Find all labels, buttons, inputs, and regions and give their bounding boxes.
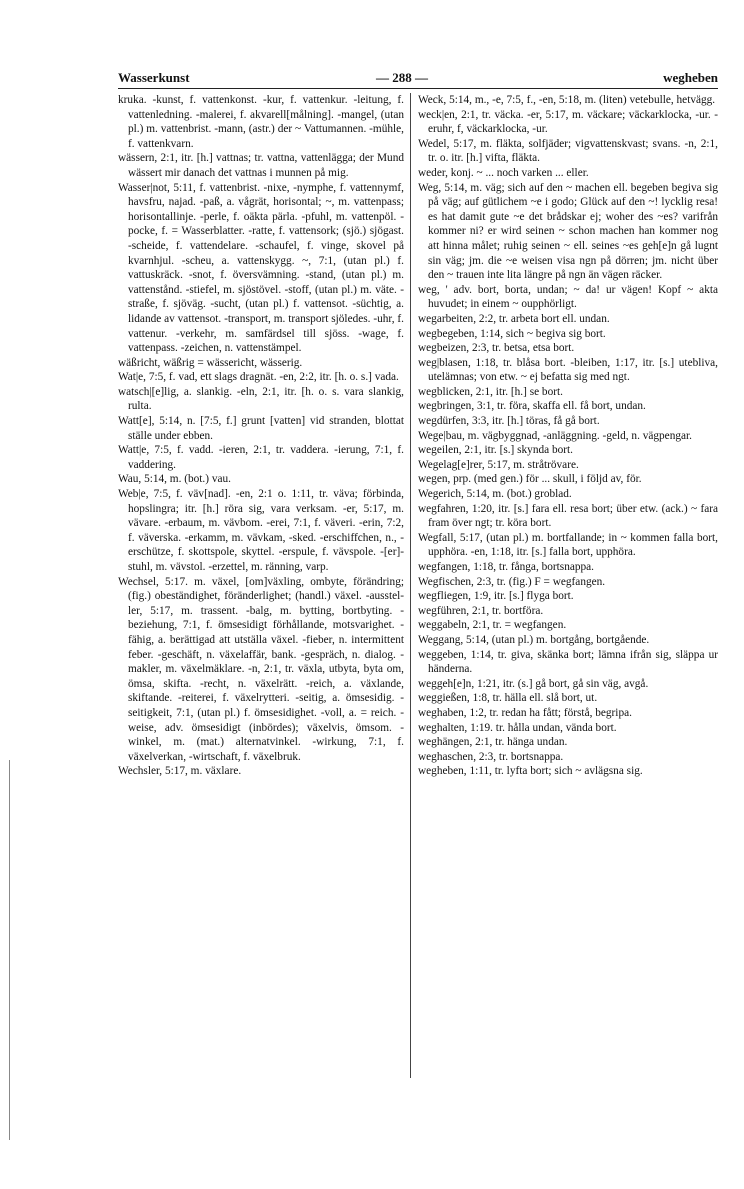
dictionary-entry: Wegelag[e]rer, 5:17, m. stråtrövare. [418, 458, 579, 471]
dictionary-entry: Wegfischen, 2:3, tr. (fig.) F = wegfangen. [418, 575, 606, 588]
dictionary-entry: weg, ' adv. bort, borta, undan; ~ da! ur vägen! Kopf ~ akta huvudet; in einem ~ oupphörligt. [418, 283, 718, 311]
dictionary-entry: wegdürfen, 3:3, itr. [h.] töras, få gå bort. [418, 415, 600, 428]
dictionary-entry: Wegerich, 5:14, m. (bot.) groblad. [418, 488, 572, 501]
dictionary-entry: Wat|e, 7:5, f. vad, ett slags dragnät. -en, 2:2, itr. [h. o. s.] vada. [118, 371, 399, 384]
dictionary-entry: wegführen, 2:1, tr. bortföra. [418, 604, 544, 617]
dictionary-entry: weghalten, 1:19. tr. hålla undan, vända bort. [418, 721, 617, 734]
header-right-guideword: wegheben [663, 70, 718, 85]
dictionary-entry: weghaschen, 2:3, tr. bortsnappa. [418, 750, 564, 763]
page-number: — 288 — [376, 70, 428, 85]
left-column [118, 93, 404, 779]
dictionary-entry: wegfahren, 1:20, itr. [s.] fara ell. resa bort; über etw. (ack.) ~ fara fram över ngt; tr. köra bort. [418, 502, 718, 530]
dictionary-entry: wäßricht, wäßrig = wässericht, wässerig. [118, 356, 303, 369]
dictionary-entry: wegbeizen, 2:3, tr. betsa, etsa bort. [418, 342, 575, 355]
dictionary-entry: Weg, 5:14, m. väg; sich auf den ~ machen ell. begeben begiva sig på väg; auf gütlichem ~e i godo; Glück auf den ~! lycklig resa! es hat damit gute ~e det brådskar ej; woher des ~es? varifrån kommer ni? er wird seinen ~ schon machen han kommer nog att hinna målet; ruhig seinen ~ ell. seines ~es geh[e]n gå lugnt sin väg; jm. die ~e weisen visa ngn på dörren; jm. nicht über den ~ trauen inte lita längre på ngn än vägen räcker. [418, 181, 718, 282]
dictionary-entry: Wedel, 5:17, m. fläkta, solfjäder; vigvattenskvast; svans. -n, 2:1, tr. o. itr. [h.] vifta, fläkta. [418, 137, 718, 165]
dictionary-entry: Wegfall, 5:17, (utan pl.) m. bortfallande; in ~ kommen falla bort, upphöra. -en, 1:18, itr. [s.] falla bort, upphöra. [418, 531, 718, 559]
dictionary-entry: weder, konj. ~ ... noch varken ... eller. [418, 166, 589, 179]
dictionary-entry: wegblicken, 2:1, itr. [h.] se bort. [418, 385, 563, 398]
dictionary-entry: wegfangen, 1:18, tr. fånga, bortsnappa. [418, 561, 594, 573]
dictionary-entry: Weck, 5:14, m., -e, 7:5, f., -en, 5:18, m. (liten) vetebulle, hetvägg. [418, 94, 716, 106]
dictionary-entry: weggeben, 1:14, tr. giva, skänka bort; lämna ifrån sig, släppa ur händerna. [418, 648, 718, 676]
dictionary-entry: wegfliegen, 1:9, itr. [s.] flyga bort. [418, 590, 574, 603]
dictionary-entry: Weggang, 5:14, (utan pl.) m. bortgång, bortgående. [418, 633, 650, 646]
dictionary-entry: Watt[e], 5:14, n. [7:5, f.] grunt [vatten] vid stranden, blottat ställe under ebben. [118, 415, 404, 442]
dictionary-entry: Wasser|not, 5:11, f. vattenbrist. -nixe, -nymphe, f. vattennymf, havsfru, najad. -paß, a. vågrät, horisontal; ~, m. vattenpass; horisontallinje. -perle, f. oäkta pärla. -pfuhl, m. vattenpöl. -pocke, f. = Wasserblatter. -ratte, f. vattensork; (sjö.) sjögast. -scheide, f. vattendelare. -schaufel, f. vinge, skovel på kvarnhjul. -scheu, a. vattenskygg. ~, 7:1, (utan pl.) f. vattuskräck. -snot, f. översvämning. -stand, (utan pl.) m. vattenstånd. -stiefel, m. sjöstövel. -stoff, (utan pl.) m. väte. -straße, f. sjöväg. -sucht, (utan pl.) f. vattensot. -süchtig, a. lidande av vattensot. -transport, m. transport sjöledes. -uhr, f. vattenur. -verkehr, m. samfärdsel till sjöss. -wage, f. vattenpass. -zeichen, n. vattenstämpel. [118, 181, 404, 355]
dictionary-entry: weggießen, 1:8, tr. hälla ell. slå bort, ut. [418, 692, 598, 705]
dictionary-entry: weck|en, 2:1, tr. väcka. -er, 5:17, m. väckare; väckarklocka, -ur. -eruhr, f, väckarklocka, -ur. [418, 108, 718, 136]
dictionary-entry: weghaben, 1:2, tr. redan ha fått; förstå, begripa. [418, 706, 632, 719]
dictionary-entry: wegbegeben, 1:14, sich ~ begiva sig bort. [418, 327, 606, 340]
column-divider [410, 93, 411, 1078]
dictionary-entry: weg|blasen, 1:18, tr. blåsa bort. -bleiben, 1:17, itr. [s.] utebliva, utelämnas; von etw. ~ ej befatta sig med ngt. [418, 356, 718, 384]
dictionary-entry: Web|e, 7:5, f. väv[nad]. -en, 2:1 o. 1:11, tr. väva; förbinda, hopslingra; itr. [h.] röra sig, vara verksam. -er, 5:17, m. vävare. -erbaum, m. vävbom. -erei, 7:1, f. väveri. -erin, 7:2, f. väverska. -erkamm, m. vävkam, -sked. -erschiffchen, n., -erschütze, f. skottspole, skyttel. -erspule, f. vävspole. -[er]-stuhl, m. vävstol. -erzettel, m. ränning, varp. [118, 488, 404, 573]
dictionary-entry: weggeh[e]n, 1:21, itr. (s.] gå bort, gå sin väg, avgå. [418, 677, 649, 690]
dictionary-entry: Wechsel, 5:17. m. växel, [om]växling, ombyte, förändring; (fig.) obeständighet, föränderlighet; (handl.) växel. -ausstel-ler, 5:17, m. trassent. -balg, m. bytting, bortbyting. -beziehung, 7:1, f. ömsesidigt förhållande, motsvarighet. -fähig, a. berättigad att utställa växel. -fieber, n. intermittent feber. -geschäft, n. växelaffär, bank. -gespräch, n. dialog. -makler, m. växelmäklare. -n, 2:1, tr. växla, utbyta, byta om, ömsa, skifta. -recht, n. växelrätt. -reich, a. växlande, skiftande. -reiterei, f. växelrytteri. -seitig, a. ömsesidig. -seitigkeit, 7:1, (utan pl.) f. ömsesidighet. -voll, a. = reich. -weise, adv. ömsesidigt (inbördes); växelvis, ömsom. -winkel, m. (mat.) alternatvinkel. -wirkung, 7:1, f. växelverkan, -wirtschaft, f. växelbruk. [118, 575, 404, 763]
dictionary-entry: wegen, prp. (med gen.) för ... skull, i följd av, för. [418, 473, 642, 486]
dictionary-entry: wegheben, 1:11, tr. lyfta bort; sich ~ avlägsna sig. [418, 765, 643, 778]
page-header [118, 70, 718, 90]
dictionary-entry: wegbringen, 3:1, tr. föra, skaffa ell. få bort, undan. [418, 400, 646, 413]
dictionary-entry: kruka. -kunst, f. vattenkonst. -kur, f. vattenkur. -leitung, f. vattenledning. -malerei, f. akvarell[målning]. -mangel, (utan pl.) m. vattenbrist. -mann, (astr.) der ~ Vattumannen. -mühle, f. vattenkvarn. [118, 94, 404, 150]
scan-edge-line [9, 760, 10, 1140]
dictionary-entry: wässern, 2:1, itr. [h.] vattnas; tr. vattna, vattenlägga; der Mund wässert mir danach det vattnas i munnen på mig. [118, 152, 404, 179]
dictionary-entry: Wau, 5:14, m. (bot.) vau. [118, 473, 231, 486]
dictionary-entry: weghängen, 2:1, tr. hänga undan. [418, 736, 568, 749]
dictionary-entry: Wege|bau, m. vägbyggnad, -anläggning. -geld, n. vägpengar. [418, 429, 692, 442]
dictionary-entry: watsch|[e]lig, a. slankig. -eln, 2:1, itr. [h. o. s. vara slankig, rulta. [118, 385, 404, 413]
dictionary-entry: wegarbeiten, 2:2, tr. arbeta bort ell. undan. [418, 312, 610, 325]
dictionary-entry: wegeilen, 2:1, itr. [s.] skynda bort. [418, 444, 573, 457]
header-rule [118, 88, 718, 89]
dictionary-entry: Watt|e, 7:5, f. vadd. -ieren, 2:1, tr. vaddera. -ierung, 7:1, f. vaddering. [118, 444, 404, 471]
right-column [418, 93, 718, 779]
dictionary-entry: Wechsler, 5:17, m. växlare. [118, 765, 242, 778]
dictionary-entry: weggabeln, 2:1, tr. = wegfangen. [418, 619, 567, 632]
header-left-guideword: Wasserkunst [118, 70, 190, 85]
